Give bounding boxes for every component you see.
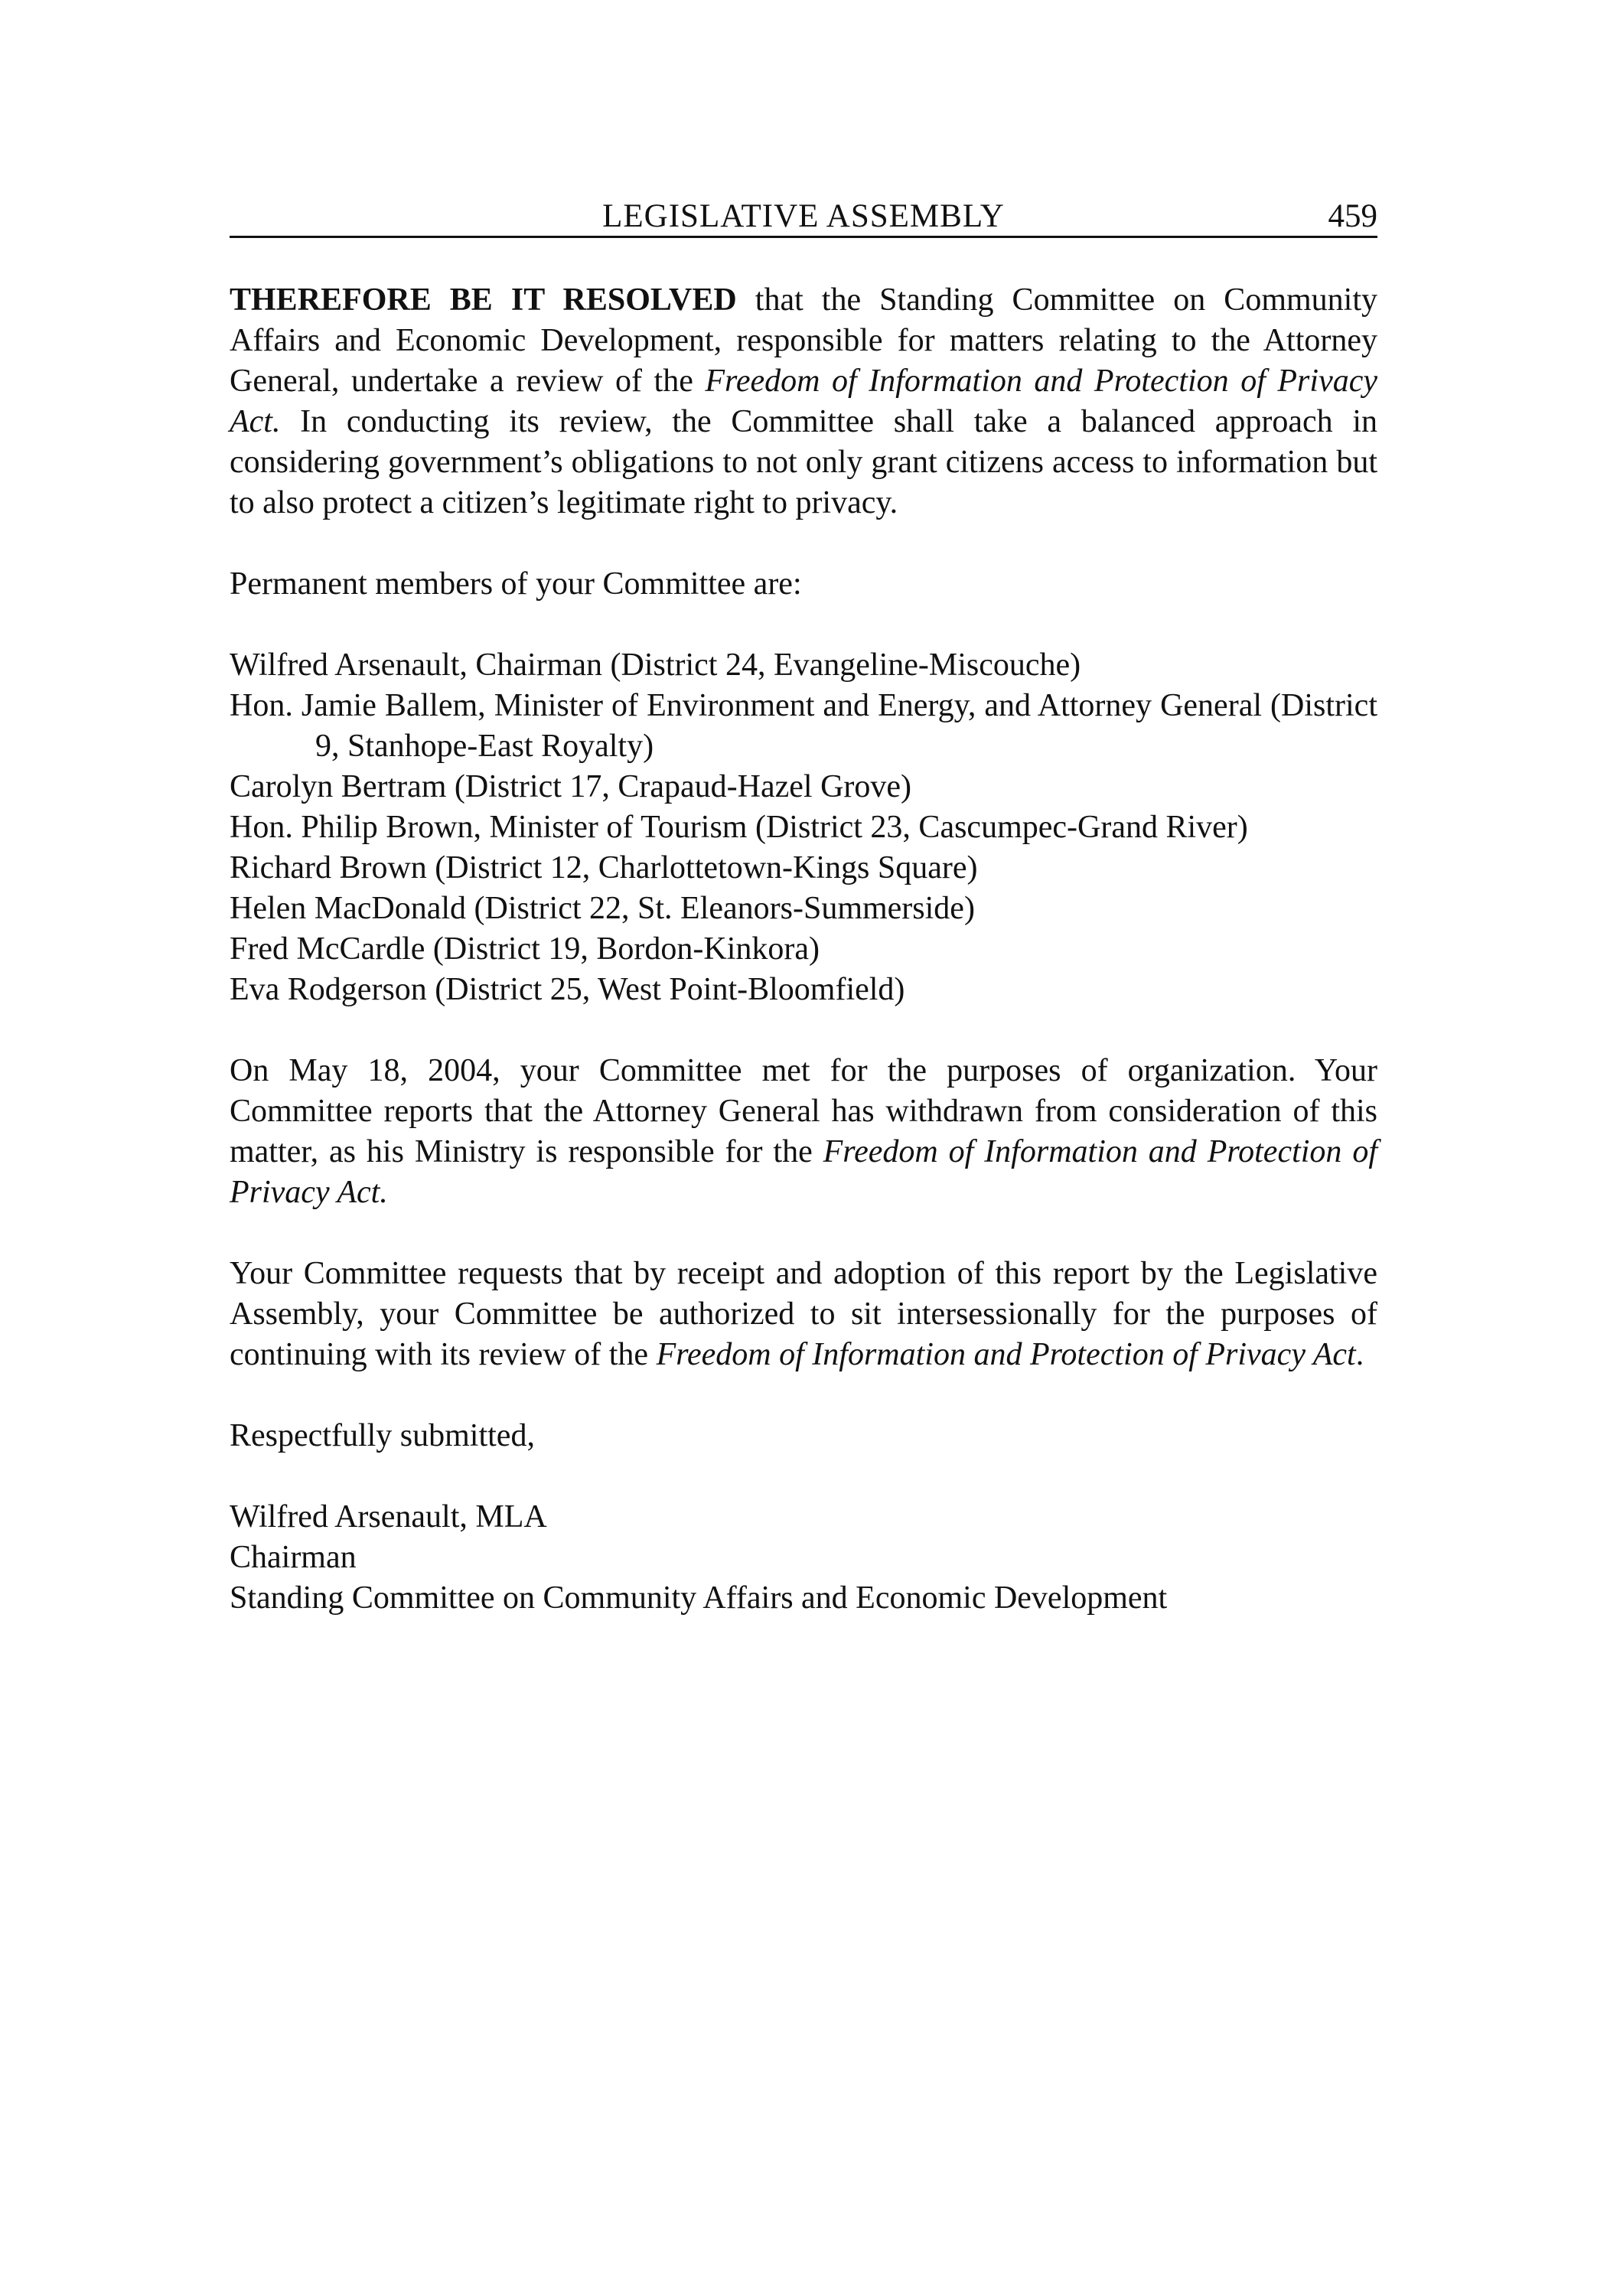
page-number: 459 bbox=[1328, 198, 1377, 234]
members-intro: Permanent members of your Committee are: bbox=[230, 566, 802, 602]
header-title: LEGISLATIVE ASSEMBLY bbox=[602, 198, 1005, 234]
resolution-lead: THEREFORE BE IT RESOLVED bbox=[230, 282, 737, 318]
signatory-role: Chairman bbox=[230, 1540, 357, 1575]
organization-paragraph bbox=[230, 1051, 1377, 1213]
closing-line: Respectfully submitted, bbox=[230, 1418, 535, 1453]
list-item: Eva Rodgerson (District 25, West Point-Bloomfield) bbox=[230, 972, 905, 1007]
resolution-text-2: In conducting its review, the Committee shall take a balanced approach in considering government’s obligations to not only grant citizens access to information but to also protect a citizen’s legitimate right to privacy. bbox=[230, 404, 1377, 520]
document-page bbox=[230, 197, 1377, 1619]
list-item: Helen MacDonald (District 22, St. Eleanors-Summerside) bbox=[230, 891, 975, 926]
request-paragraph bbox=[230, 1254, 1377, 1375]
signature-block bbox=[230, 1497, 1377, 1619]
resolution-paragraph bbox=[230, 280, 1377, 523]
members-list bbox=[230, 645, 1377, 1010]
signatory-name: Wilfred Arsenault, MLA bbox=[230, 1499, 547, 1534]
list-item: Hon. Jamie Ballem, Minister of Environment and Energy, and Attorney General (District 9, Stanhope-East Royalty) bbox=[230, 688, 1377, 764]
act-title: Freedom of Information and Protection of Privacy Act. bbox=[230, 364, 1377, 439]
list-item: Hon. Philip Brown, Minister of Tourism (District 23, Cascumpec-Grand River) bbox=[230, 810, 1248, 845]
list-item: Fred McCardle (District 19, Bordon-Kinkora) bbox=[230, 931, 820, 967]
running-header bbox=[230, 197, 1377, 238]
act-title: Freedom of Information and Protection of Privacy Act bbox=[656, 1337, 1356, 1372]
signatory-committee: Standing Committee on Community Affairs and Economic Development bbox=[230, 1580, 1168, 1616]
resolution-text-1: that the Standing Committee on Community Affairs and Economic Development, responsible for matters relating to the Attorney General, undertake a review of the bbox=[230, 282, 1378, 399]
list-item: Richard Brown (District 12, Charlottetown-Kings Square) bbox=[230, 850, 978, 885]
request-end: . bbox=[1355, 1337, 1364, 1372]
organization-text: On May 18, 2004, your Committee met for the purposes of organization. Your Committee reports that the Attorney General has withdrawn from consideration of this matter, as his Ministry is responsible for the bbox=[230, 1053, 1377, 1169]
list-item: Carolyn Bertram (District 17, Crapaud-Hazel Grove) bbox=[230, 769, 912, 804]
list-item: Wilfred Arsenault, Chairman (District 24, Evangeline-Miscouche) bbox=[230, 647, 1081, 683]
request-text: Your Committee requests that by receipt and adoption of this report by the Legislative Assembly, your Committee be authorized to sit intersessionally for the purposes of continuing with its review of the bbox=[230, 1256, 1377, 1372]
act-title: Freedom of Information and Protection of Privacy Act. bbox=[230, 1134, 1377, 1210]
